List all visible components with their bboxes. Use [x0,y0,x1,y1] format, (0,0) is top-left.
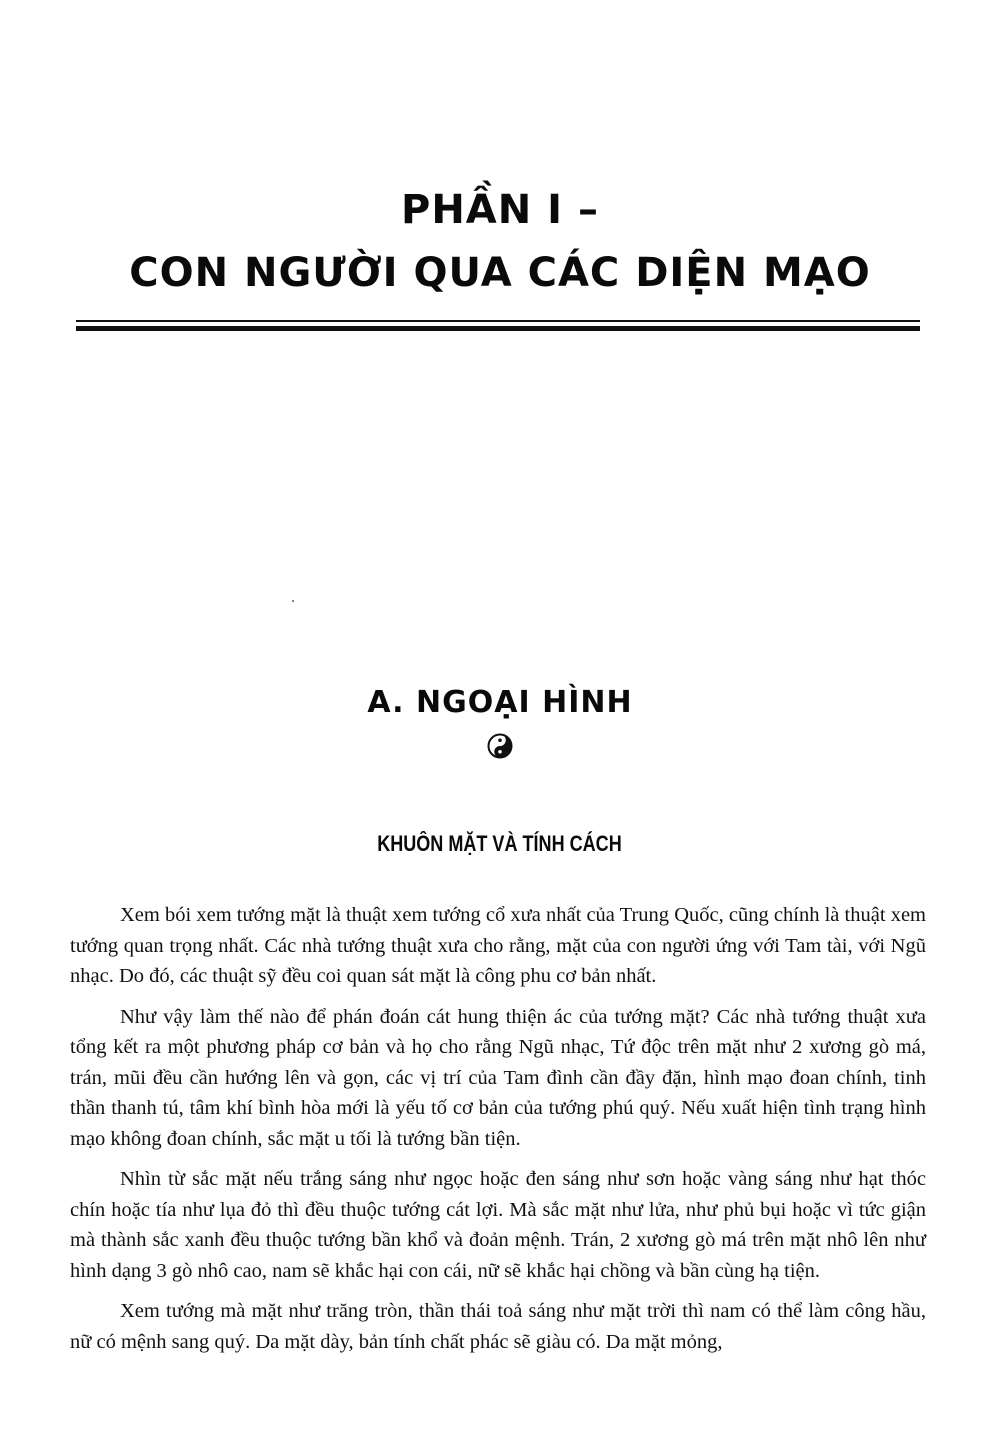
section-title: A. NGOẠI HÌNH [367,685,633,720]
yin-yang-icon [487,733,513,759]
paragraph: Xem bói xem tướng mặt là thuật xem tướng cổ xưa nhất của Trung Quốc, cũng chính là thuật xem tướng quan trọng nhất. Các nhà tướng thuật xưa cho rằng, mặt của con người ứng với Tam tài, với Ngũ nhạc. Do đó, các thuật sỹ đều coi quan sát mặt là công phu cơ bản nhất. [70,904,926,987]
paragraph: Như vậy làm thế nào để phán đoán cát hung thiện ác của tướng mặt? Các nhà tướng thuật xưa tổng kết ra một phương pháp cơ bản và họ cho rằng Ngũ nhạc, Tứ độc trên mặt như 2 xương gò má, trán, mũi đều cần hướng lên và gọn, các vị trí của Tam đình cần đầy đặn, hình mạo đoan chính, tinh thần thanh tú, tâm khí bình hòa mới là yếu tố cơ bản của tướng phú quý. Nếu xuất hiện tình trạng hình mạo không đoan chính, sắc mặt u tối là tướng bần tiện. [70,1005,926,1150]
part-title-line-2: CON NGƯỜI QUA CÁC DIỆN MẠO [129,250,871,296]
part-title-line-1: PHẦN I – [401,187,599,233]
paragraph: Xem tướng mà mặt như trăng tròn, thần thái toả sáng như mặt trời thì nam có thể làm công hầu, nữ có mệnh sang quý. Da mặt dày, bản tính chất phác sẽ giàu có. Da mặt mỏng, [70,1300,926,1353]
divider-thin [76,320,920,322]
body-text [70,900,926,1367]
print-speck [292,600,294,602]
divider-thick [76,326,920,331]
subsection-title: KHUÔN MẶT VÀ TÍNH CÁCH [377,831,622,856]
paragraph: Nhìn từ sắc mặt nếu trắng sáng như ngọc hoặc đen sáng như sơn hoặc vàng sáng như hạt thóc chín hoặc tía như lụa đỏ thì đều thuộc tướng cát lợi. Mà sắc mặt như lửa, như phủ bụi hoặc vì tức giận mà thành sắc xanh đều thuộc tướng bần khổ và đoản mệnh. Trán, 2 xương gò má trên mặt nhô lên như hình dạng 3 gò nhô cao, nam sẽ khắc hại con cái, nữ sẽ khắc hại chồng và bần cùng hạ tiện. [70,1168,926,1282]
